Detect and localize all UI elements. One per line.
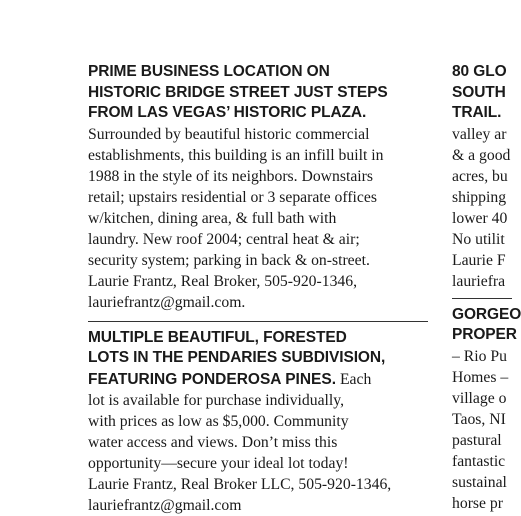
right-column (452, 62, 521, 514)
body-line: lot is available for purchase individually, (88, 391, 345, 409)
body-line: pastural (452, 431, 502, 449)
listing-body (88, 124, 428, 313)
listing-pendaries-lots (88, 328, 428, 516)
body-line: Taos, NI (452, 410, 506, 428)
body-line: shipping (452, 188, 507, 206)
listing-body (452, 124, 512, 292)
body-line: 1988 in the style of its neighbors. Downstairs (88, 167, 373, 185)
listing-business-location (88, 62, 428, 313)
headline-line: PRIME BUSINESS LOCATION ON (88, 63, 330, 80)
body-line: valley ar (452, 125, 507, 143)
headline-line: FROM LAS VEGAS’ HISTORIC PLAZA. (88, 104, 367, 121)
body-line: Surrounded by beautiful historic commercial (88, 125, 370, 143)
headline-line: HISTORIC BRIDGE STREET JUST STEPS (88, 83, 388, 101)
body-line: horse pr (452, 494, 503, 512)
listing-body (452, 346, 512, 514)
body-line: Laurie Frantz, Real Broker, 505-920-1346, (88, 272, 358, 290)
body-line: acres, bu (452, 167, 508, 185)
headline-line: GORGEO (452, 305, 521, 323)
body-line (88, 369, 428, 390)
body-line: Laurie Frantz, Real Broker LLC, 505-920-1346, (88, 475, 392, 493)
listing-headline (88, 328, 428, 369)
headline-line: SOUTH (452, 83, 506, 101)
headline-inline: FEATURING PONDEROSA PINES. (88, 370, 337, 388)
headline-line: 80 GLO (452, 63, 507, 80)
listing-gorgeous-property (452, 305, 521, 514)
body-line: & a good (452, 146, 511, 164)
body-line: water access and views. Don’t miss this (88, 433, 338, 451)
body-line: w/kitchen, dining area, & full bath with (88, 209, 337, 227)
listing-divider (452, 298, 512, 299)
body-text: Each (336, 370, 372, 388)
listing-divider (88, 321, 428, 322)
body-line: laundry. New roof 2004; central heat & air; (88, 230, 360, 248)
listing-80-acres (452, 62, 512, 292)
headline-line: TRAIL. (452, 104, 502, 121)
headline-line: MULTIPLE BEAUTIFUL, FORESTED (88, 328, 347, 346)
body-line: retail; upstairs residential or 3 separate offices (88, 188, 377, 206)
listing-headline (452, 62, 512, 124)
listing-headline (88, 62, 428, 124)
body-line: No utilit (452, 230, 505, 248)
body-line: establishments, this building is an infill built in (88, 146, 384, 164)
headline-line: LOTS IN THE PENDARIES SUBDIVISION, (88, 349, 386, 366)
body-line: Laurie F (452, 251, 506, 269)
listing-headline (452, 305, 521, 346)
body-line: lower 40 (452, 209, 508, 227)
body-line: sustainal (452, 473, 507, 491)
body-line: with prices as low as $5,000. Community (88, 412, 349, 430)
listing-body (88, 369, 428, 516)
body-line: fantastic (452, 452, 506, 470)
body-line: lauriefra (452, 272, 506, 290)
contact-email: lauriefrantz@gmail.com. (88, 293, 246, 311)
headline-line: PROPER (452, 326, 517, 343)
contact-email: lauriefrantz@gmail.com (88, 496, 242, 514)
body-line: – Rio Pu (452, 347, 507, 365)
body-line: security system; parking in back & on-street. (88, 251, 370, 269)
body-line: Homes – (452, 368, 509, 386)
body-line: village o (452, 389, 507, 407)
left-column (88, 62, 428, 516)
body-line: opportunity—secure your ideal lot today! (88, 454, 349, 472)
